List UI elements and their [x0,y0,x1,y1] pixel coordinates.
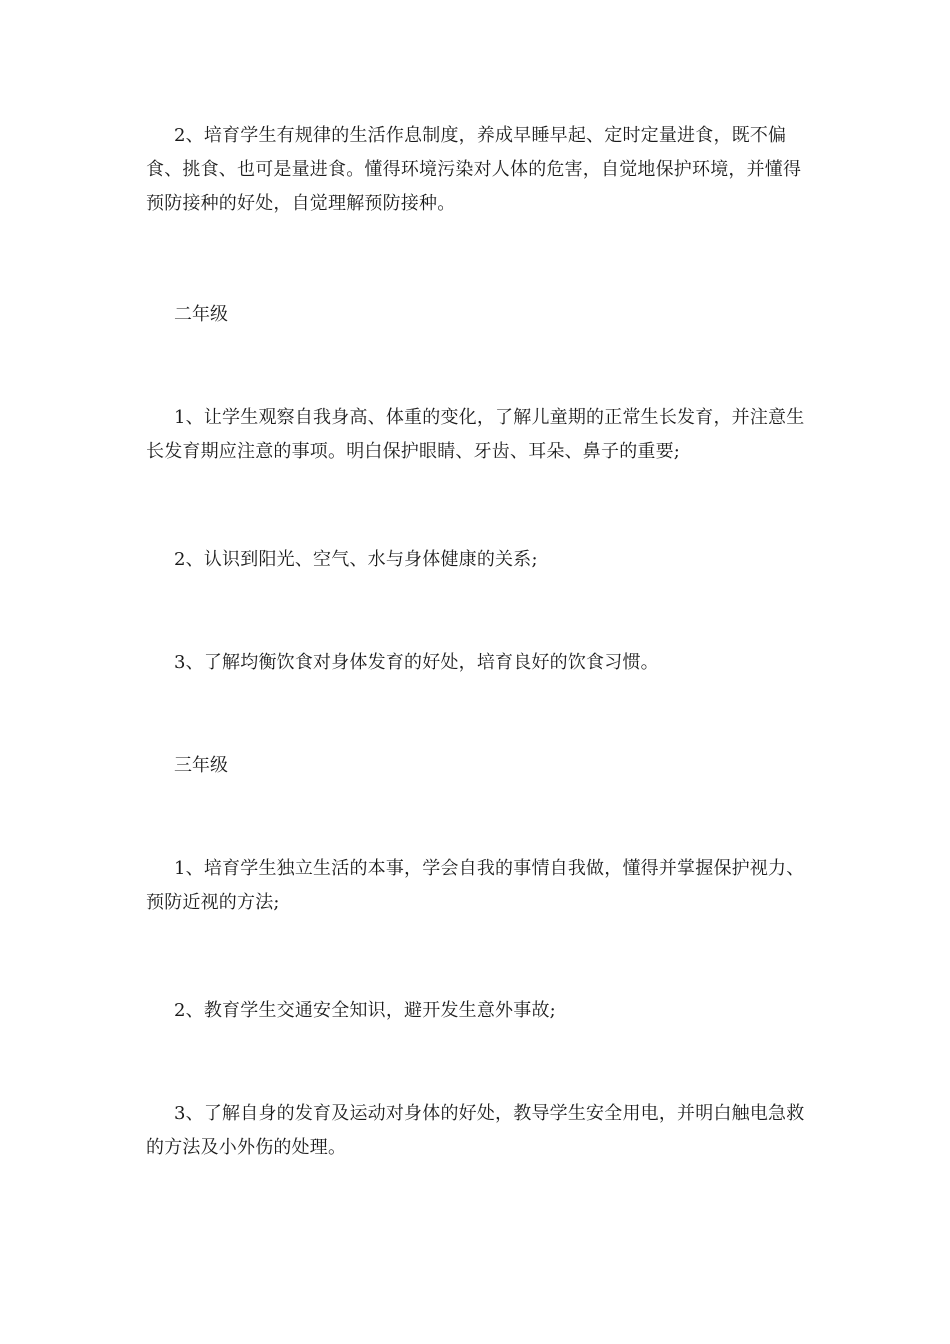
paragraph-grade2-item2: 2、认识到阳光、空气、水与身体健康的关系; [174,549,538,570]
paragraph-grade1-item2: 2、培育学生有规律的生活作息制度，养成早睡早起、定时定量进食，既不偏食、挑食、也可是量进食。懂得环境污染对人体的危害，自觉地保护环境，并懂得预防接种的好处，自觉理解预防接种。 [146,125,802,214]
paragraph-grade2-item1: 1、让学生观察自我身高、体重的变化，了解儿童期的正常生长发育，并注意生长发育期应注意的事项。明白保护眼睛、牙齿、耳朵、鼻子的重要; [146,407,805,462]
paragraph-grade3-item3: 3、了解自身的发育及运动对身体的好处，教导学生安全用电，并明白触电急救的方法及小外伤的处理。 [146,1103,805,1158]
heading-grade2: 二年级 [174,304,228,325]
paragraph-grade3-item2: 2、教育学生交通安全知识，避开发生意外事故; [174,1000,556,1021]
paragraph-grade3-item1: 1、培育学生独立生活的本事，学会自我的事情自我做，懂得并掌握保护视力、预防近视的方法; [146,858,805,913]
heading-grade3: 三年级 [174,755,228,776]
paragraph-grade2-item3: 3、了解均衡饮食对身体发育的好处，培育良好的饮食习惯。 [174,652,659,673]
